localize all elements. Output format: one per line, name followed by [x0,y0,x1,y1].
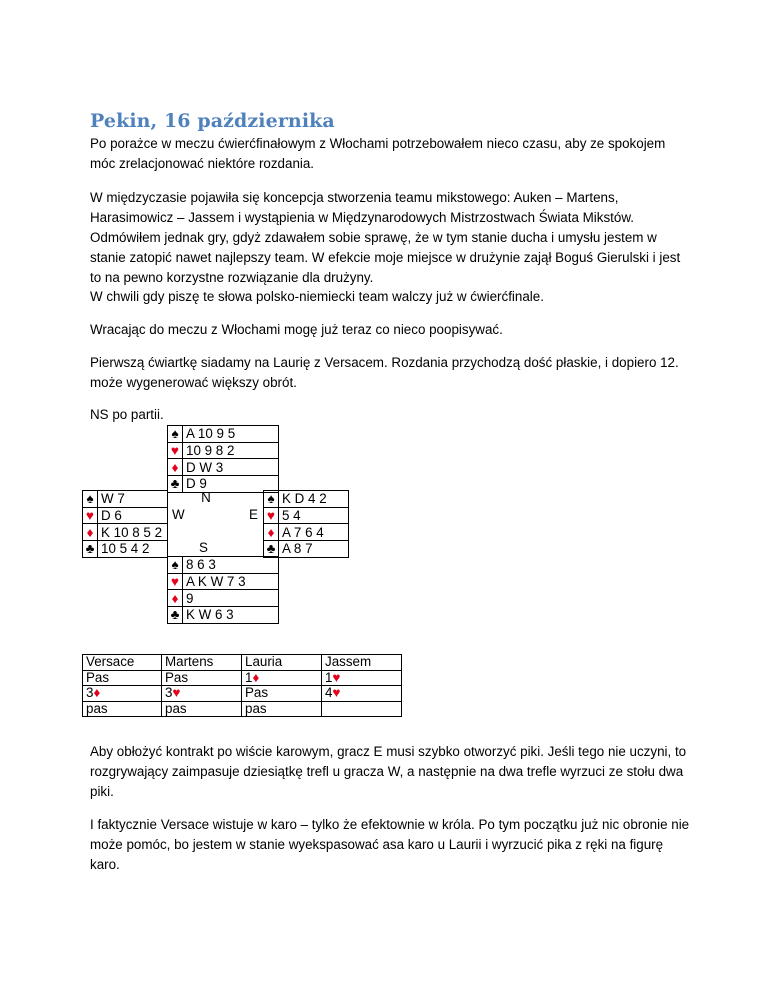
bid-cell [162,701,242,717]
heart-icon: ♥ [168,573,183,590]
north-spades: A 10 9 5 [183,426,279,443]
club-icon: ♣ [264,541,279,558]
diamond-icon: ♦ [264,524,279,541]
south-hand [167,556,279,624]
diamond-icon: ♦ [93,685,101,700]
south-diamonds: 9 [183,590,279,607]
east-hand [263,490,349,558]
heart-icon: ♥ [264,507,279,524]
paragraph-3: W chwili gdy piszę te słowa polsko-niemiecki team walczy już w ćwierćfinale. [90,289,544,304]
paragraph-4: Wracając do meczu z Włochami mogę już teraz co nieco poopisywać. [90,322,503,337]
compass-east: E [249,507,258,522]
paragraph-5: Pierwszą ćwiartkę siadamy na Laurię z Versacem. Rozdania przychodzą dość płaskie, i dopiero 12. może wygenerować większy obrót. [90,355,679,390]
bid-text: 1 [245,669,253,685]
bid-text: 4 [325,685,333,700]
bidding-row [83,670,402,686]
south-spades: 8 6 3 [183,557,279,574]
bidding-row [83,701,402,717]
north-hearts: 10 9 8 2 [183,442,279,459]
paragraph-2: W międzyczasie pojawiła się koncepcja stworzenia teamu mikstowego: Auken – Martens, Harasimowicz – Jassem i wystąpienia w Międzynarodowych Mistrzostwach Świata Mikstów. Odmówiłem jednak gry, gdyż zdawałem sobie sprawę, że w tym stanie ducha i umysłu jestem w stanie zatopić nawet najlepszy team. W efekcie moje miejsce w drużynie zajął Boguś Gierulski i jest to na pewno korzystne rozwiązanie dla drużyny. [90,190,681,285]
bid-cell [242,701,322,717]
west-clubs: 10 5 4 2 [98,541,168,558]
west-hand [82,490,168,558]
bid-text: 3 [165,685,173,700]
compass-south: S [199,540,208,555]
bid-cell [322,686,402,702]
east-clubs: A 8 7 [279,541,349,558]
north-diamonds: D W 3 [183,459,279,476]
bid-text: 1 [325,669,333,685]
paragraph-7: Aby obłożyć kontrakt po wiście karowym, gracz E musi szybko otworzyć piki. Jeśli tego nie uczyni, to rozgrywający zaimpasuje dziesiątkę trefl u gracza W, a następnie na dwa trefle wyrzuci ze stołu dwa piki. [90,744,687,799]
bid-cell [322,670,402,686]
bidding-header-row [83,655,402,671]
heart-icon: ♥ [168,442,183,459]
bid-text: Pas [86,669,110,685]
bid-cell [242,670,322,686]
page-title: Pekin, 16 października [90,110,335,132]
paragraph-8: I faktycznie Versace wistuje w karo – tylko że efektownie w króla. Po tym początku już nic obronie nie może pomóc, bo jestem w stanie wyekspasować asa karo u Laurii i wyrzucić pika z ręki na figurę karo. [90,817,690,872]
bidding-player: Martens [162,655,242,671]
west-hearts: D 6 [98,507,168,524]
diamond-icon: ♦ [83,524,98,541]
spade-icon: ♠ [83,491,98,508]
bidding-player: Lauria [242,655,322,671]
east-spades: K D 4 2 [279,491,349,508]
bid-cell [162,670,242,686]
bidding-table [82,654,402,717]
bid-text: Pas [165,669,189,685]
east-diamonds: A 7 6 4 [279,524,349,541]
bid-cell [322,701,402,717]
bid-text: pas [86,700,108,716]
spade-icon: ♠ [264,491,279,508]
bid-cell [242,686,322,702]
bid-text: 3 [86,685,94,700]
bid-cell [83,701,162,717]
west-spades: W 7 [98,491,168,508]
south-hearts: A K W 7 3 [183,573,279,590]
north-clubs: D 9 [183,476,279,493]
bidding-player: Versace [83,655,162,671]
heart-icon: ♥ [332,685,341,700]
compass-west: W [172,507,185,522]
club-icon: ♣ [83,541,98,558]
heart-icon: ♥ [172,685,181,700]
spade-icon: ♠ [168,426,183,443]
diamond-icon: ♦ [168,459,183,476]
club-icon: ♣ [168,476,183,493]
heart-icon: ♥ [83,507,98,524]
paragraph-6: NS po partii. [90,407,164,422]
bid-text: pas [165,700,187,716]
bid-cell [83,670,162,686]
bid-text: pas [245,700,267,716]
club-icon: ♣ [168,607,183,624]
south-clubs: K W 6 3 [183,607,279,624]
bid-cell [162,686,242,702]
heart-icon: ♥ [332,669,341,685]
diamond-icon: ♦ [252,669,260,685]
north-hand [167,425,279,493]
compass-north: N [201,490,211,505]
bid-text: Pas [245,685,269,700]
diamond-icon: ♦ [168,590,183,607]
paragraph-1: Po porażce w meczu ćwierćfinałowym z Włochami potrzebowałem nieco czasu, aby ze spokojem móc zrelacjonować niektóre rozdania. [90,136,666,171]
bidding-player: Jassem [322,655,402,671]
bid-cell [83,686,162,702]
east-hearts: 5 4 [279,507,349,524]
west-diamonds: K 10 8 5 2 [98,524,168,541]
spade-icon: ♠ [168,557,183,574]
bidding-row [83,686,402,702]
